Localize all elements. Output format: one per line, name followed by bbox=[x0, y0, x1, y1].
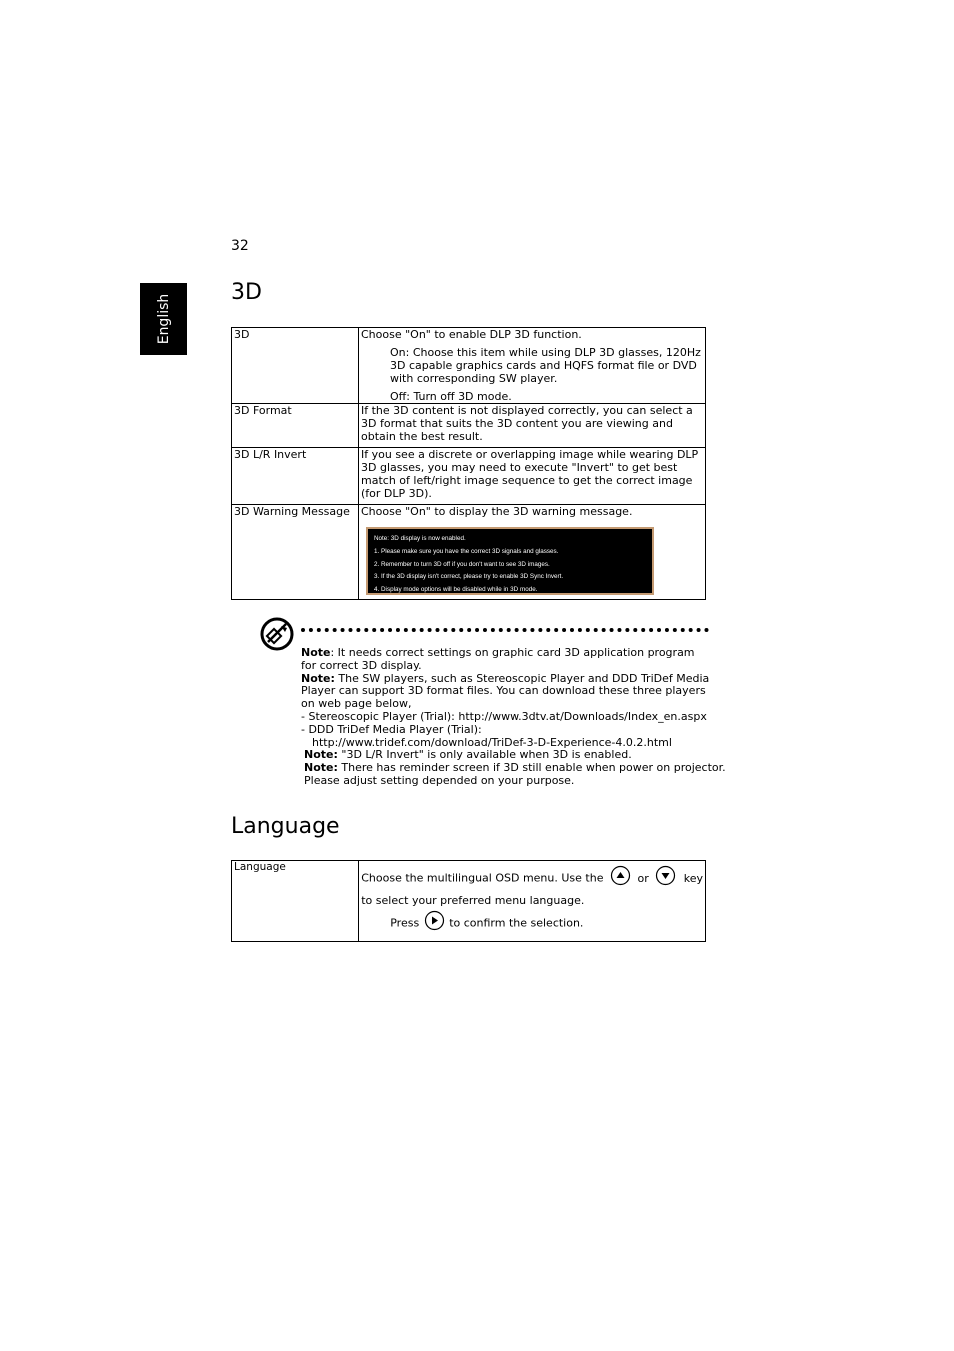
note-4-continued: Please adjust setting depended on your purpose. bbox=[304, 773, 575, 787]
download-label-tridef: - DDD TriDef Media Player (Trial): bbox=[301, 722, 482, 736]
row-label: 3D L/R Invert bbox=[232, 448, 359, 505]
page-number: 32 bbox=[231, 238, 249, 254]
note-text: "3D L/R Invert" is only available when 3D is enabled. bbox=[337, 748, 632, 762]
note-label: Note: bbox=[304, 761, 338, 775]
download-link-stereoscopic: - Stereoscopic Player (Trial): http://www.3dtv.at/Downloads/Index_en.aspx bbox=[301, 709, 707, 723]
up-arrow-button-icon bbox=[610, 865, 631, 892]
note-divider bbox=[301, 628, 709, 632]
warning-line: 4. Display mode options will be disabled while in 3D mode. bbox=[374, 586, 538, 594]
row-description bbox=[359, 328, 706, 404]
notes-block bbox=[301, 646, 726, 788]
row-description bbox=[359, 861, 706, 942]
language-instruction-line bbox=[361, 865, 703, 892]
or-text: or bbox=[637, 871, 649, 885]
instruction-text: Choose the multilingual OSD menu. Use the bbox=[361, 871, 604, 885]
table-row bbox=[232, 861, 706, 942]
note-icon bbox=[259, 616, 295, 656]
row-label: 3D Warning Message bbox=[232, 505, 359, 600]
note-text: The SW players, such as Stereoscopic Player and DDD TriDef Media Player can support 3D format files. You can download these three players on web page below, bbox=[301, 671, 710, 711]
warning-line: 3. If the 3D display isn't correct, please try to enable 3D Sync Invert. bbox=[374, 573, 564, 581]
table-row bbox=[232, 448, 706, 505]
on-option-text: On: Choose this item while using DLP 3D glasses, 120Hz 3D capable graphics cards and HQFS format file or DVD with corresponding SW player. bbox=[390, 346, 701, 385]
note-2 bbox=[301, 673, 711, 711]
warning-line: 2. Remember to turn 3D off if you don't want to see 3D images. bbox=[374, 560, 550, 568]
table-row bbox=[232, 505, 706, 600]
row-desc-text: Choose "On" to enable DLP 3D function. bbox=[361, 328, 582, 341]
3d-settings-table bbox=[231, 327, 706, 600]
warning-line: Note: 3D display is now enabled. bbox=[374, 535, 466, 542]
press-confirm-line bbox=[361, 910, 703, 937]
row-label: 3D bbox=[232, 328, 359, 404]
row-description: If you see a discrete or overlapping image while wearing DLP 3D glasses, you may need to execute "Invert" to get best match of left/right image sequence to get the correct image (for DLP 3D). bbox=[359, 448, 706, 505]
row-description: If the 3D content is not displayed correctly, you can select a 3D format that suits the 3D content you are viewing and obtain the best result. bbox=[359, 404, 706, 448]
language-side-tab bbox=[140, 283, 187, 355]
row-description bbox=[359, 505, 706, 600]
off-option-text: Off: Turn off 3D mode. bbox=[390, 390, 512, 403]
press-text: Press bbox=[390, 916, 420, 930]
warning-line: 1. Please make sure you have the correct 3D signals and glasses. bbox=[374, 547, 559, 555]
section-title-3d: 3D bbox=[231, 280, 262, 305]
row-desc-text: Choose "On" to display the 3D warning message. bbox=[361, 505, 633, 518]
confirm-text: to confirm the selection. bbox=[449, 916, 584, 930]
download-link-tridef: http://www.tridef.com/download/TriDef-3-D-Experience-4.0.2.html bbox=[312, 735, 672, 749]
note-text: There has reminder screen if 3D still enable when power on projector. bbox=[337, 761, 726, 775]
note-text: : It needs correct settings on graphic card 3D application program for correct 3D display. bbox=[301, 646, 695, 672]
language-settings-table bbox=[231, 860, 706, 942]
down-arrow-button-icon bbox=[655, 865, 676, 892]
right-arrow-button-icon bbox=[424, 910, 445, 937]
table-row bbox=[232, 328, 706, 404]
note-label: Note: bbox=[304, 748, 338, 762]
row-label: 3D Format bbox=[232, 404, 359, 448]
note-1 bbox=[301, 647, 711, 673]
3d-warning-screenshot bbox=[366, 527, 654, 595]
row-label: Language bbox=[232, 861, 359, 942]
section-title-language: Language bbox=[231, 814, 340, 839]
instruction-text: to select your preferred menu language. bbox=[361, 894, 585, 907]
table-row bbox=[232, 404, 706, 448]
side-tab-label: English bbox=[155, 293, 172, 345]
note-label: Note bbox=[301, 646, 331, 659]
note-label: Note: bbox=[301, 671, 335, 685]
key-text: key bbox=[683, 871, 703, 885]
